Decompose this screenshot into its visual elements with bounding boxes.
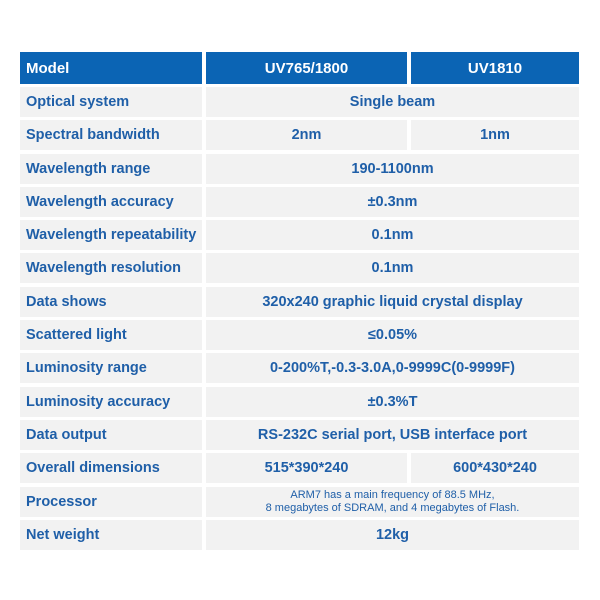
row-value: 190-1100nm: [206, 154, 579, 184]
row-value: ±0.3%T: [206, 387, 579, 417]
row-value-uv1810: 1nm: [411, 120, 579, 150]
row-value: ±0.3nm: [206, 187, 579, 217]
table-row-spectral-bandwidth: [20, 120, 579, 150]
table-row-wavelength-range: [20, 154, 579, 184]
row-label: Wavelength resolution: [20, 253, 202, 283]
table-row-wavelength-repeatability: [20, 220, 579, 250]
row-value-uv765-1800: 2nm: [206, 120, 407, 150]
row-label: Overall dimensions: [20, 453, 202, 483]
table-row-scattered-light: [20, 320, 579, 350]
table-header-row: [20, 52, 579, 84]
table-row-luminosity-accuracy: [20, 387, 579, 417]
row-value: 0.1nm: [206, 220, 579, 250]
row-value: 0.1nm: [206, 253, 579, 283]
table-row-luminosity-range: [20, 353, 579, 383]
row-label: Data output: [20, 420, 202, 450]
table-row-overall-dimensions: [20, 453, 579, 483]
row-label: Processor: [20, 487, 202, 517]
table-row-optical-system: [20, 87, 579, 117]
row-label: Scattered light: [20, 320, 202, 350]
row-value: [206, 487, 579, 517]
row-value-uv765-1800: 515*390*240: [206, 453, 407, 483]
row-value: 0-200%T,-0.3-3.0A,0-9999C(0-9999F): [206, 353, 579, 383]
header-model-label: Model: [20, 52, 202, 84]
table-row-wavelength-accuracy: [20, 187, 579, 217]
row-value: Single beam: [206, 87, 579, 117]
row-value: ≤0.05%: [206, 320, 579, 350]
row-label: Luminosity range: [20, 353, 202, 383]
processor-line-1: ARM7 has a main frequency of 88.5 MHz,: [290, 488, 495, 501]
row-value-uv1810: 600*430*240: [411, 453, 579, 483]
row-label: Wavelength accuracy: [20, 187, 202, 217]
row-label: Spectral bandwidth: [20, 120, 202, 150]
table-row-net-weight: [20, 520, 579, 550]
table-row-data-shows: [20, 287, 579, 317]
header-uv765-1800: UV765/1800: [206, 52, 407, 84]
row-label: Wavelength range: [20, 154, 202, 184]
row-label: Data shows: [20, 287, 202, 317]
spec-table: [20, 52, 579, 553]
header-uv1810: UV1810: [411, 52, 579, 84]
table-row-processor: [20, 487, 579, 517]
processor-line-2: 8 megabytes of SDRAM, and 4 megabytes of Flash.: [265, 501, 520, 514]
row-label: Wavelength repeatability: [20, 220, 202, 250]
row-value: RS-232C serial port, USB interface port: [206, 420, 579, 450]
row-label: Optical system: [20, 87, 202, 117]
row-label: Luminosity accuracy: [20, 387, 202, 417]
row-value: 320x240 graphic liquid crystal display: [206, 287, 579, 317]
row-value: 12kg: [206, 520, 579, 550]
table-row-wavelength-resolution: [20, 253, 579, 283]
table-row-data-output: [20, 420, 579, 450]
row-label: Net weight: [20, 520, 202, 550]
